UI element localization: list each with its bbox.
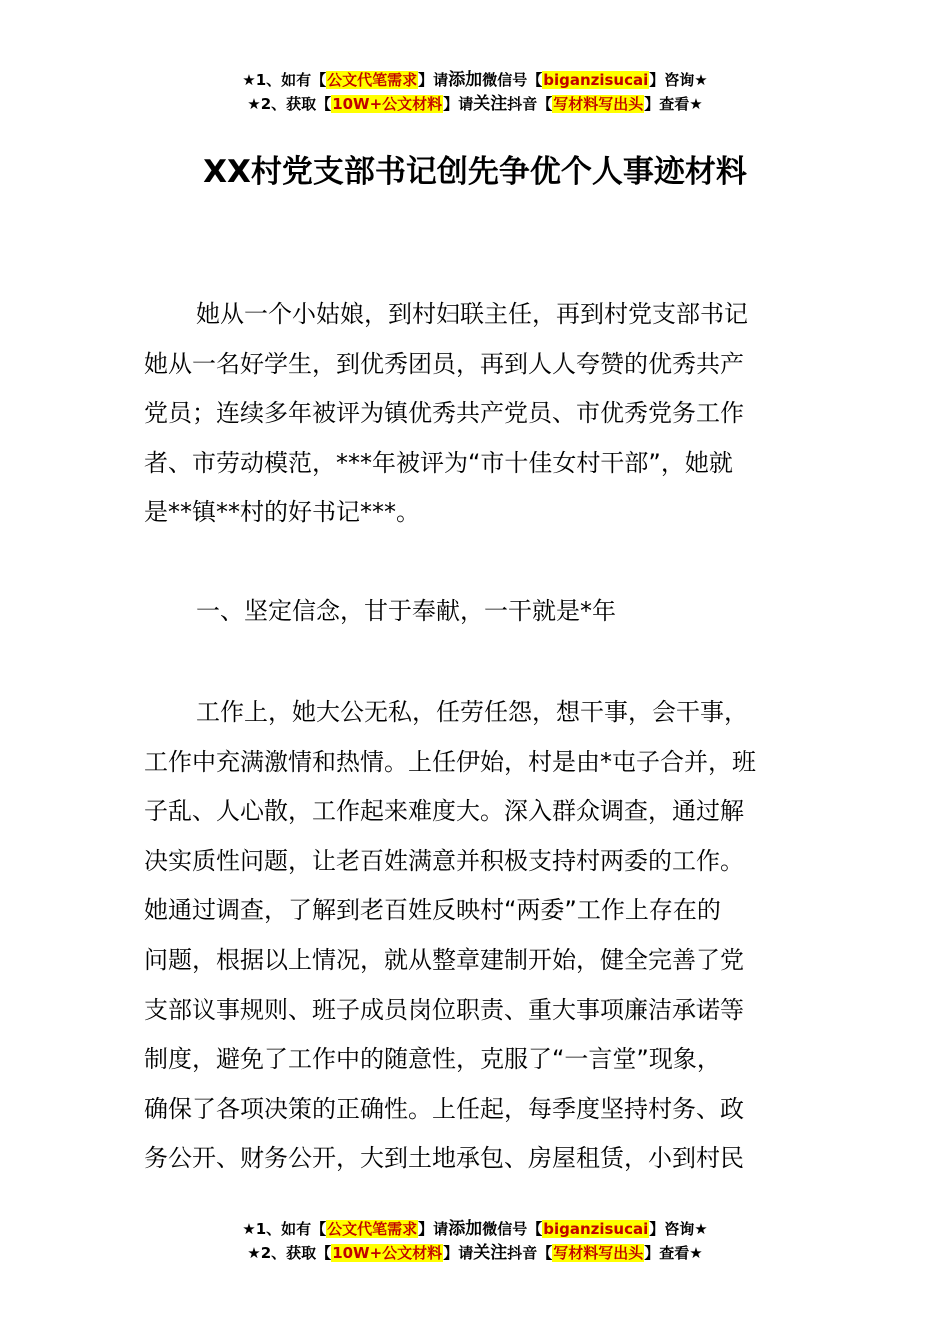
promo-text: 】查看★ (644, 1244, 703, 1262)
promo-emphasis: 关注 (473, 94, 508, 114)
promo-text: 】请 (443, 95, 474, 113)
promo-text: 】咨询★ (649, 1220, 708, 1238)
promo-text: ★1、如有【 (242, 71, 327, 89)
paragraph-intro (144, 290, 806, 538)
promo-footer (0, 1217, 950, 1265)
promo-emphasis: 添加 (448, 70, 483, 90)
text-line: 党员；连续多年被评为镇优秀共产党员、市优秀党务工作 (144, 399, 744, 428)
text-line: 问题，根据以上情况，就从整章建制开始，健全完善了党 (144, 945, 744, 974)
text-line: 确保了各项决策的正确性。上任起，每季度坚持村务、政 (144, 1094, 744, 1123)
promo-text: 抖音【 (507, 1244, 553, 1262)
text-line: 决实质性问题，让老百姓满意并积极支持村两委的工作。 (144, 846, 744, 875)
promo-emphasis: 关注 (473, 1243, 508, 1263)
promo-douyin-id: 写材料写出头 (553, 1244, 644, 1262)
promo-header-line-1 (0, 68, 950, 92)
text-line: 工作中充满激情和热情。上任伊始，村是由*屯子合并，班 (144, 747, 756, 776)
section-heading (144, 587, 806, 637)
promo-highlight: 10W+公文材料 (332, 1244, 443, 1262)
text-line: 子乱、人心散，工作起来难度大。深入群众调查，通过解 (144, 797, 744, 826)
promo-emphasis: 添加 (448, 1219, 483, 1239)
promo-text: 】请 (418, 71, 449, 89)
text-line: 工作上，她大公无私，任劳任怨，想干事，会干事， (196, 698, 748, 726)
text-line: 者、市劳动模范，***年被评为“市十佳女村干部”，她就 (144, 448, 733, 477)
text-line: 是**镇**村的好书记***。 (144, 498, 420, 527)
text-line: 她从一个小姑娘，到村妇联主任，再到村党支部书记 (196, 300, 748, 328)
promo-text: 】请 (443, 1244, 474, 1262)
text-line: 她通过调查，了解到老百姓反映村“两委”工作上存在的 (144, 896, 721, 925)
paragraph-work (144, 688, 806, 1184)
promo-highlight: 10W+公文材料 (332, 95, 443, 113)
promo-text: 微信号【 (482, 71, 543, 89)
promo-douyin-id: 写材料写出头 (553, 95, 644, 113)
section-heading-text: 一、坚定信念，甘于奉献，一干就是*年 (196, 597, 616, 625)
promo-highlight: 公文代笔需求 (327, 71, 418, 89)
text-line: 务公开、财务公开，大到土地承包、房屋租赁，小到村民 (144, 1144, 744, 1173)
promo-wechat-id: biganzisucai (543, 71, 649, 89)
promo-text: ★2、获取【 (247, 1244, 332, 1262)
document-title: XX村党支部书记创先争优个人事迹材料 (203, 154, 747, 190)
promo-footer-line-1 (0, 1217, 950, 1241)
text-line: 她从一名好学生，到优秀团员，再到人人夸赞的优秀共产 (144, 349, 744, 378)
promo-wechat-id: biganzisucai (543, 1220, 649, 1238)
promo-header-line-2 (0, 92, 950, 116)
promo-text: 微信号【 (482, 1220, 543, 1238)
text-line: 支部议事规则、班子成员岗位职责、重大事项廉洁承诺等 (144, 995, 744, 1024)
promo-text: 抖音【 (507, 95, 553, 113)
promo-text: ★1、如有【 (242, 1220, 327, 1238)
promo-text: 】查看★ (644, 95, 703, 113)
promo-highlight: 公文代笔需求 (327, 1220, 418, 1238)
promo-text: 】咨询★ (649, 71, 708, 89)
promo-text: 】请 (418, 1220, 449, 1238)
promo-header (0, 68, 950, 116)
promo-text: ★2、获取【 (247, 95, 332, 113)
promo-footer-line-2 (0, 1241, 950, 1265)
text-line: 制度，避免了工作中的随意性，克服了“一言堂”现象， (144, 1045, 721, 1074)
